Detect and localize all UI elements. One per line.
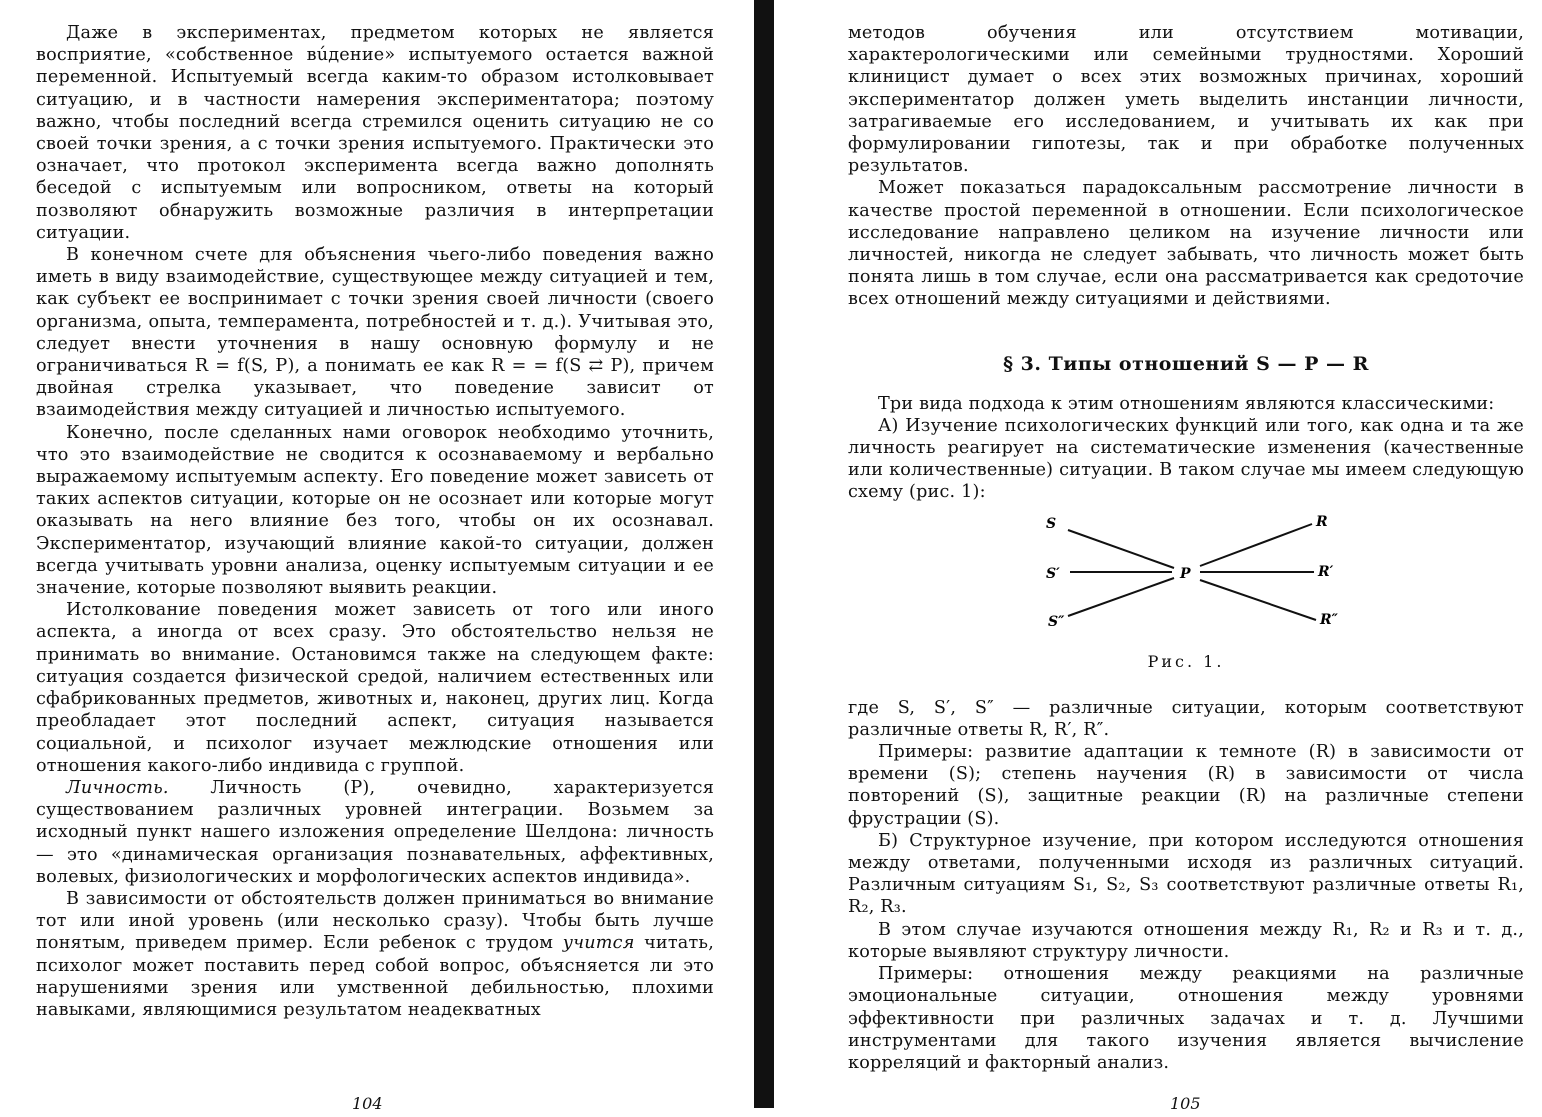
left-paragraph-4: Истолкование поведения может зависеть от того или иного аспекта, а иногда от всех сразу. Это обстоятельство нельзя не принимать во внимание. Остановимся также на следующем факте: ситуация создается физической средой, наличием естественных или сфабрикованных предметов, животных и, наконец, других лиц. Когда преобладает этот последний аспект, ситуация называется социальной, и психолог изучает межлюдские отношения или отношения какого-либо индивида с группой. — [36, 600, 714, 776]
right-paragraph-3: Три вида подхода к этим отношениям являются классическими: — [878, 393, 1495, 414]
personality-text: Личность (P), очевидно, характеризуется существованием различных уровней интеграции. Возьмем за исходный пункт нашего изложения определение Шелдона: личность — это «динамическая организация познавательных, аффективных, волевых, физиологических и морфологических аспектов индивида». — [36, 777, 714, 887]
node-s-prime: S′ — [1046, 565, 1060, 582]
figure-1-diagram — [848, 508, 1524, 648]
line-p-to-r — [1200, 524, 1312, 566]
node-r-prime: R′ — [1318, 563, 1334, 580]
right-paragraph-9: Примеры: отношения между реакциями на различные эмоциональные ситуации, отношения между уровнями эффективности при различных задачах и т. д. Лучшими инструментами для такого изучения является вычисление корреляций и факторный анализ. — [848, 964, 1524, 1073]
node-s-double-prime: S″ — [1048, 613, 1065, 630]
left-paragraph-2: В конечном счете для объяснения чьего-либо поведения важно иметь в виду взаимодействие, существующее между ситуацией и тем, как субъект ее воспринимает с точки зрения своей личности (своего организма, опыта, темперамента, потребностей и т. д.). Учитывая это, следует внести уточнения в нашу основную формулу и не ограничиваться R = f(S, P), а понимать ее как R = = f(S ⇄ P), причем двойная стрелка указывает, что поведение зависит от взаимодействия между ситуацией и личностью испытуемого. — [36, 245, 714, 421]
node-r: R — [1316, 513, 1328, 530]
last-para-emphasis: учится — [562, 933, 635, 954]
line-s2-to-p — [1068, 578, 1174, 616]
node-r-double-prime: R″ — [1320, 611, 1338, 628]
line-s-to-p — [1068, 530, 1174, 568]
right-paragraph-8: В этом случае изучаются отношения между R₁, R₂ и R₃ и т. д., которые выявляют структуру личности. — [848, 919, 1524, 962]
last-para-end: читать, психолог может поставить перед собой вопрос, объясняется ли это нарушениями зрения или умственной дебильностью, плохими навыками, являющимися результатом неадекватных — [36, 933, 714, 1020]
left-paragraph-last — [36, 888, 714, 1021]
line-p-to-r2 — [1200, 580, 1316, 620]
left-page — [0, 0, 750, 1117]
personality-term: Личность. — [66, 777, 169, 798]
figure-caption: Рис. 1. — [1147, 651, 1225, 671]
node-s: S — [1046, 515, 1057, 532]
node-p: P — [1180, 565, 1191, 582]
left-paragraph-1: Даже в экспериментах, предметом которых не является восприятие, «собственное вúдение» испытуемого остается важной переменной. Испытуемый всегда каким-то образом истолковывает ситуацию, и в частности намерения экспериментатора; поэтому важно, чтобы последний всегда стремился оценить ситуацию не со своей точки зрения, а с точки зрения испытуемого. Практически это означает, что протокол эксперимента всегда важно дополнять беседой с испытуемым или вопросником, ответы на который позволяют обнаружить возможные различия в интерпретации ситуации. — [36, 23, 714, 243]
right-paragraph-6: Примеры: развитие адаптации к темноте (R) в зависимости от времени (S); степень научения (R) в зависимости от числа повторений (S), защитные реакции (R) на различные степени фрустрации (S). — [848, 742, 1524, 829]
page-number-left: 104 — [352, 1094, 383, 1113]
page-number-right: 105 — [1170, 1094, 1201, 1113]
right-page — [778, 0, 1542, 1117]
right-paragraph-4: А) Изучение психологических функций или того, как одна и та же личность реагирует на систематические изменения (качественные или количественные) ситуации. В таком случае мы имеем следующую схему (рис. 1): — [848, 415, 1524, 503]
book-spine — [754, 0, 774, 1108]
left-paragraph-personality — [36, 777, 714, 888]
right-paragraph-1: методов обучения или отсутствием мотивации, характерологическими или семейными трудностями. Хороший клиницист думает о всех этих возможных причинах, хороший экспериментатор должен уметь выделить инстанции личности, затрагиваемые его исследованием, и учитывать их как при формулировании гипотезы, так и при обработке полученных результатов. — [848, 23, 1524, 177]
right-paragraph-7: Б) Структурное изучение, при котором исследуются отношения между ответами, полученными исходя из различных ситуаций. Различным ситуациям S₁, S₂, S₃ соответствуют различные ответы R₁, R₂, R₃. — [848, 830, 1524, 918]
left-paragraph-3: Конечно, после сделанных нами оговорок необходимо уточнить, что это взаимодействие не сводится к осознаваемому и вербально выражаемому испытуемым аспекту. Его поведение может зависеть от таких аспектов ситуации, которые он не осознает или которые могут оказывать на него влияние без того, чтобы он их осознавал. Экспериментатор, изучающий влияние какой-то ситуации, должен всегда учитывать уровни анализа, оценку испытуемым ситуации и ее значение, которые позволяют выявить реакции. — [36, 422, 714, 599]
last-para-start: В зависимости от обстоятельств должен приниматься во внимание тот или иной уровень (или несколько сразу). Чтобы быть лучше понятым, приведем пример. Если ребенок с трудом — [36, 888, 714, 954]
section-heading: § 3. Типы отношений S — P — R — [1003, 352, 1369, 375]
right-paragraph-5: где S, S′, S″ — различные ситуации, которым соответствуют различные ответы R, R′, R″. — [848, 697, 1524, 740]
right-paragraph-2: Может показаться парадоксальным рассмотрение личности в качестве простой переменной в отношении. Если психологическое исследование направлено целиком на изучение личности или личностей, никогда не следует забывать, что личность может быть понята лишь в том случае, если она рассматривается как средоточие всех отношений между ситуациями и действиями. — [848, 178, 1524, 310]
